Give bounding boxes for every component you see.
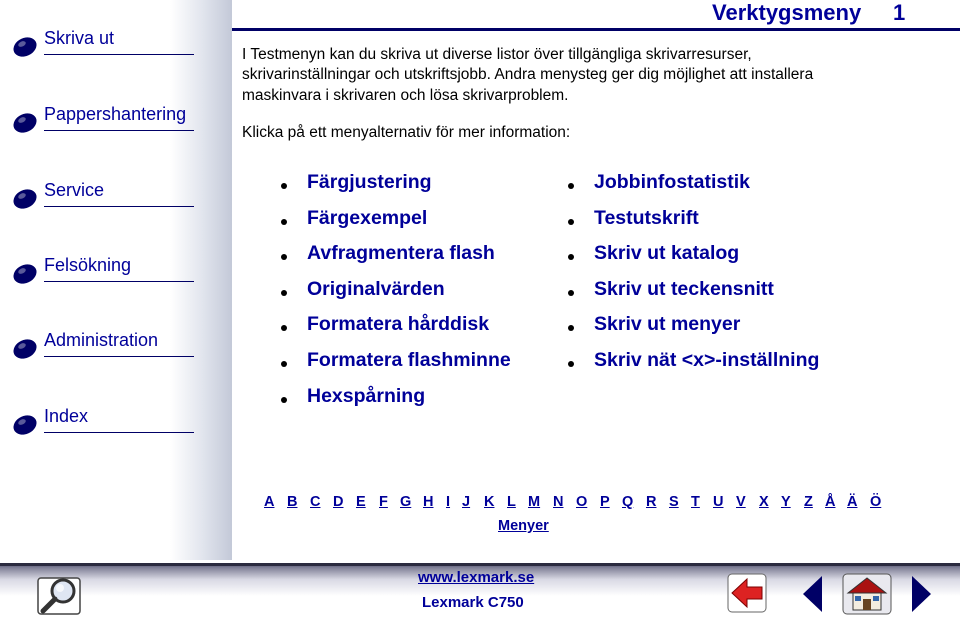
alphabet-link[interactable]: Z [804,494,813,510]
alphabet-link[interactable]: H [423,494,434,510]
bullet-icon [568,219,574,225]
menu-link-skriv-ut-menyer[interactable]: Skriv ut menyer [594,313,741,336]
bullet-icon [568,254,574,260]
alphabet-link[interactable]: E [356,494,366,510]
sidebar-item-skriva-ut[interactable] [12,22,184,62]
nav-bullet-icon [12,412,38,438]
bullet-icon [281,254,287,260]
menus-link[interactable]: Menyer [498,518,549,534]
alphabet-link[interactable]: B [287,494,298,510]
bullet-icon [281,183,287,189]
intro-prompt: Klicka på ett menyalternativ för mer information: [242,124,571,141]
menu-link-testutskrift[interactable]: Testutskrift [594,206,699,229]
nav-bullet-icon [12,336,38,362]
alphabet-link[interactable]: D [333,494,344,510]
menu-link-formatera-flashminne[interactable]: Formatera flashminne [307,348,511,371]
menu-link-fargexempel[interactable]: Färgexempel [307,206,428,229]
menu-link-skriv-nat-installning[interactable]: Skriv nät <x>-inställning [594,348,820,371]
sidebar-item-label: Felsökning [44,255,132,275]
menu-link-formatera-harddisk[interactable]: Formatera hårddisk [307,313,490,336]
sidebar-item-label: Service [44,180,105,200]
bullet-icon [568,290,574,296]
website-link[interactable]: www.lexmark.se [418,569,535,586]
alphabet-link[interactable]: A [264,494,275,510]
menu-link-fargjustering[interactable]: Färgjustering [307,171,432,193]
next-page-icon[interactable] [908,574,934,619]
nav-bullet-icon [12,186,38,212]
sidebar-item-rule [44,356,194,357]
header-divider [232,28,960,31]
alphabet-link[interactable]: Q [622,494,634,510]
sidebar-item-rule [44,206,194,207]
sidebar-item-service[interactable] [12,174,184,214]
sidebar-item-pappershantering[interactable] [12,98,187,138]
alphabet-link[interactable]: S [669,494,679,510]
alphabet-link[interactable]: O [576,494,588,510]
page-number: 1 [893,0,906,25]
alphabet-link[interactable]: R [646,494,657,510]
sidebar-item-rule [44,54,194,55]
sidebar-item-label: Administration [44,330,159,350]
alphabet-link[interactable]: N [553,494,564,510]
page-title: Verktygsmeny [712,0,862,25]
alphabet-link[interactable]: X [759,494,769,510]
bullet-icon [281,325,287,331]
intro-text: I Testmenyn kan du skriva ut diverse listor över tillgängliga skrivarresurser, skrivarinställningar och utskriftsjobb. Andra menysteg ger dig möjlighet att installera maskinvara i skrivaren och lösa skrivarproblem. [242,46,814,104]
alphabet-link[interactable]: Ä [847,494,858,510]
alphabet-link[interactable]: Ö [870,494,882,510]
home-icon[interactable] [842,573,892,620]
bullet-icon [568,361,574,367]
alphabet-link[interactable]: P [600,494,610,510]
sidebar-item-felsokning[interactable] [12,249,184,289]
sidebar-item-administration[interactable] [12,324,184,364]
menu-link-skriv-ut-katalog[interactable]: Skriv ut katalog [594,242,740,265]
alphabet-link[interactable]: K [484,494,495,510]
menu-link-originalvarden[interactable]: Originalvärden [307,277,445,300]
menu-link-skriv-ut-teckensnitt[interactable]: Skriv ut teckensnitt [594,277,774,300]
alphabet-link[interactable]: I [446,494,451,510]
footer-divider [0,563,960,566]
alphabet-link[interactable]: F [379,494,388,510]
sidebar-item-rule [44,432,194,433]
alphabet-link[interactable]: Å [825,494,836,510]
bullet-icon [568,325,574,331]
sidebar-item-rule [44,281,194,282]
alphabet-link[interactable]: C [310,494,321,510]
bullet-icon [281,290,287,296]
nav-bullet-icon [12,34,38,60]
sidebar-item-label: Pappershantering [44,104,187,124]
magnifier-icon[interactable] [36,572,84,621]
alphabet-link[interactable]: V [736,494,746,510]
sidebar-navigation [0,0,232,560]
bullet-icon [568,183,574,189]
sidebar-item-label: Index [44,406,89,426]
nav-bullet-icon [12,261,38,287]
alphabet-link[interactable]: Y [781,494,791,510]
bullet-icon [281,361,287,367]
sidebar-item-index[interactable] [12,400,184,440]
alphabet-link[interactable]: L [507,494,516,510]
alphabet-link[interactable]: U [713,494,724,510]
menu-link-jobbinfostatistik[interactable]: Jobbinfostatistik [594,171,751,193]
menu-link-avfragmentera-flash[interactable]: Avfragmentera flash [307,242,495,265]
bullet-icon [281,397,287,403]
nav-bullet-icon [12,110,38,136]
sidebar-item-label: Skriva ut [44,28,115,48]
alphabet-link[interactable]: G [400,494,412,510]
alphabet-link[interactable]: M [528,494,541,510]
alphabet-link[interactable]: T [691,494,700,510]
back-arrow-icon[interactable] [727,573,767,618]
sidebar-item-rule [44,130,194,131]
alphabet-link[interactable]: J [462,494,471,510]
menu-link-hexsparning[interactable]: Hexspårning [307,384,426,407]
bullet-icon [281,219,287,225]
product-name: Lexmark C750 [422,594,524,611]
previous-page-icon[interactable] [800,574,826,619]
